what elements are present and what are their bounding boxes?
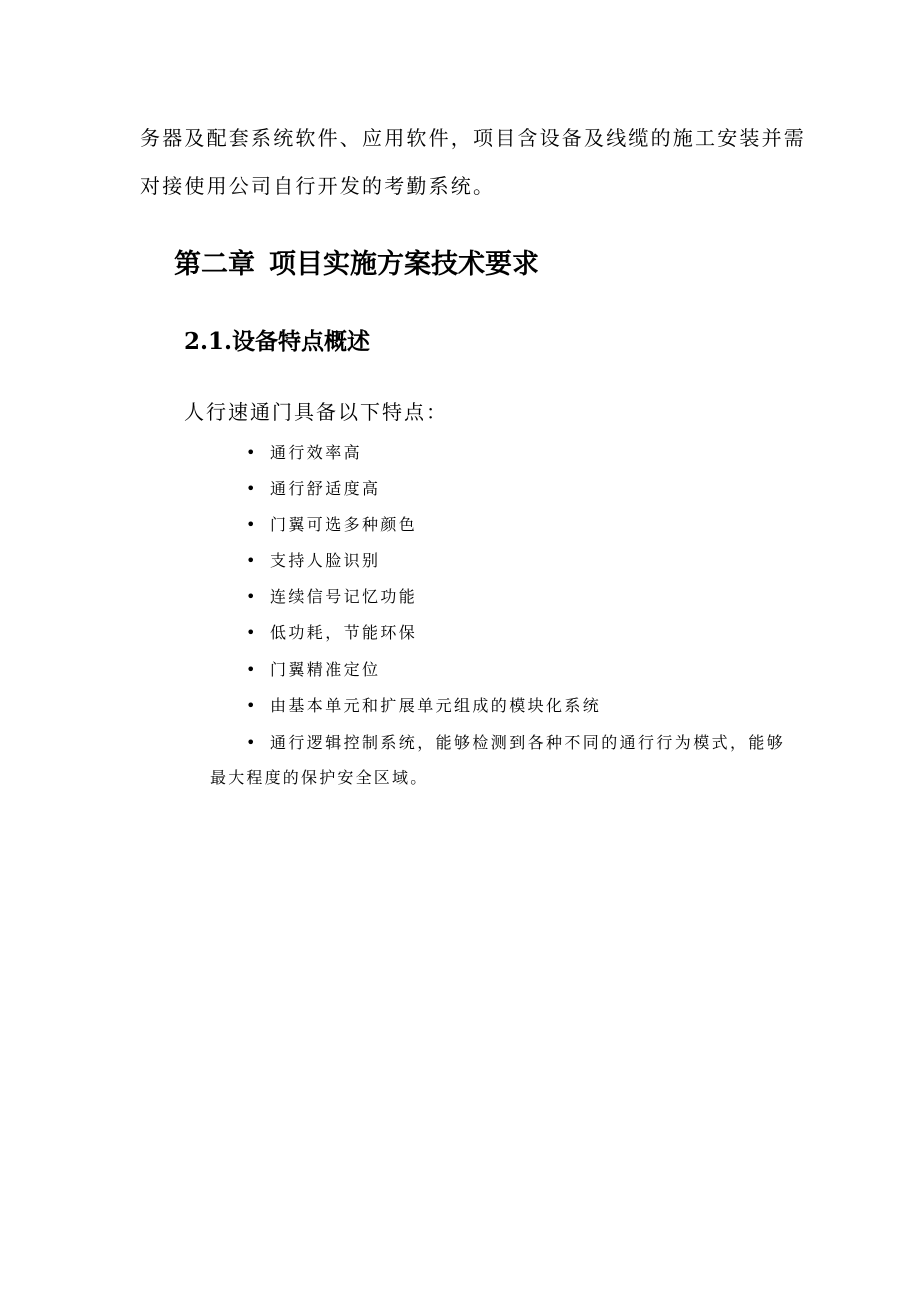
list-item <box>246 515 417 535</box>
chapter-title-text: 项目实施方案技术要求 <box>269 249 539 280</box>
bullet-icon: • <box>246 696 256 715</box>
feature-continuation: 最大程度的保护安全区域。 <box>210 768 429 787</box>
list-item <box>246 660 380 680</box>
bullet-icon: • <box>246 660 256 679</box>
list-item <box>246 479 380 499</box>
section-number: 2.1. <box>184 328 233 355</box>
section-heading <box>184 327 370 357</box>
bullet-icon: • <box>246 623 256 642</box>
chapter-heading <box>174 248 539 282</box>
chapter-number: 第二章 <box>174 249 255 280</box>
paragraph-line-1: 务器及配套系统软件、应用软件，项目含设备及线缆的施工安装并需 <box>140 126 806 150</box>
feature-text: 低功耗，节能环保 <box>270 623 418 642</box>
feature-text: 通行舒适度高 <box>270 479 381 498</box>
bullet-icon: • <box>246 551 256 570</box>
feature-text: 支持人脸识别 <box>270 551 381 570</box>
bullet-icon: • <box>246 733 256 752</box>
feature-text: 由基本单元和扩展单元组成的模块化系统 <box>270 696 602 715</box>
section-title-text: 设备特点概述 <box>232 329 371 355</box>
list-item <box>246 623 417 643</box>
list-item <box>246 587 417 607</box>
feature-text: 连续信号记忆功能 <box>270 587 418 606</box>
bullet-icon: • <box>246 479 256 498</box>
list-item <box>246 443 362 463</box>
bullet-icon: • <box>246 443 256 462</box>
feature-text: 门翼可选多种颜色 <box>270 515 418 534</box>
bullet-icon: • <box>246 515 256 534</box>
bullet-icon: • <box>246 587 256 606</box>
list-item <box>246 733 785 753</box>
paragraph-line-2: 对接使用公司自行开发的考勤系统。 <box>140 174 496 198</box>
list-item <box>246 551 380 571</box>
intro-text: 人行速通门具备以下特点： <box>184 400 448 424</box>
feature-text: 通行逻辑控制系统，能够检测到各种不同的通行行为模式，能够 <box>270 733 786 752</box>
list-item <box>246 696 601 716</box>
feature-text: 通行效率高 <box>270 443 363 462</box>
feature-text: 门翼精准定位 <box>270 660 381 679</box>
